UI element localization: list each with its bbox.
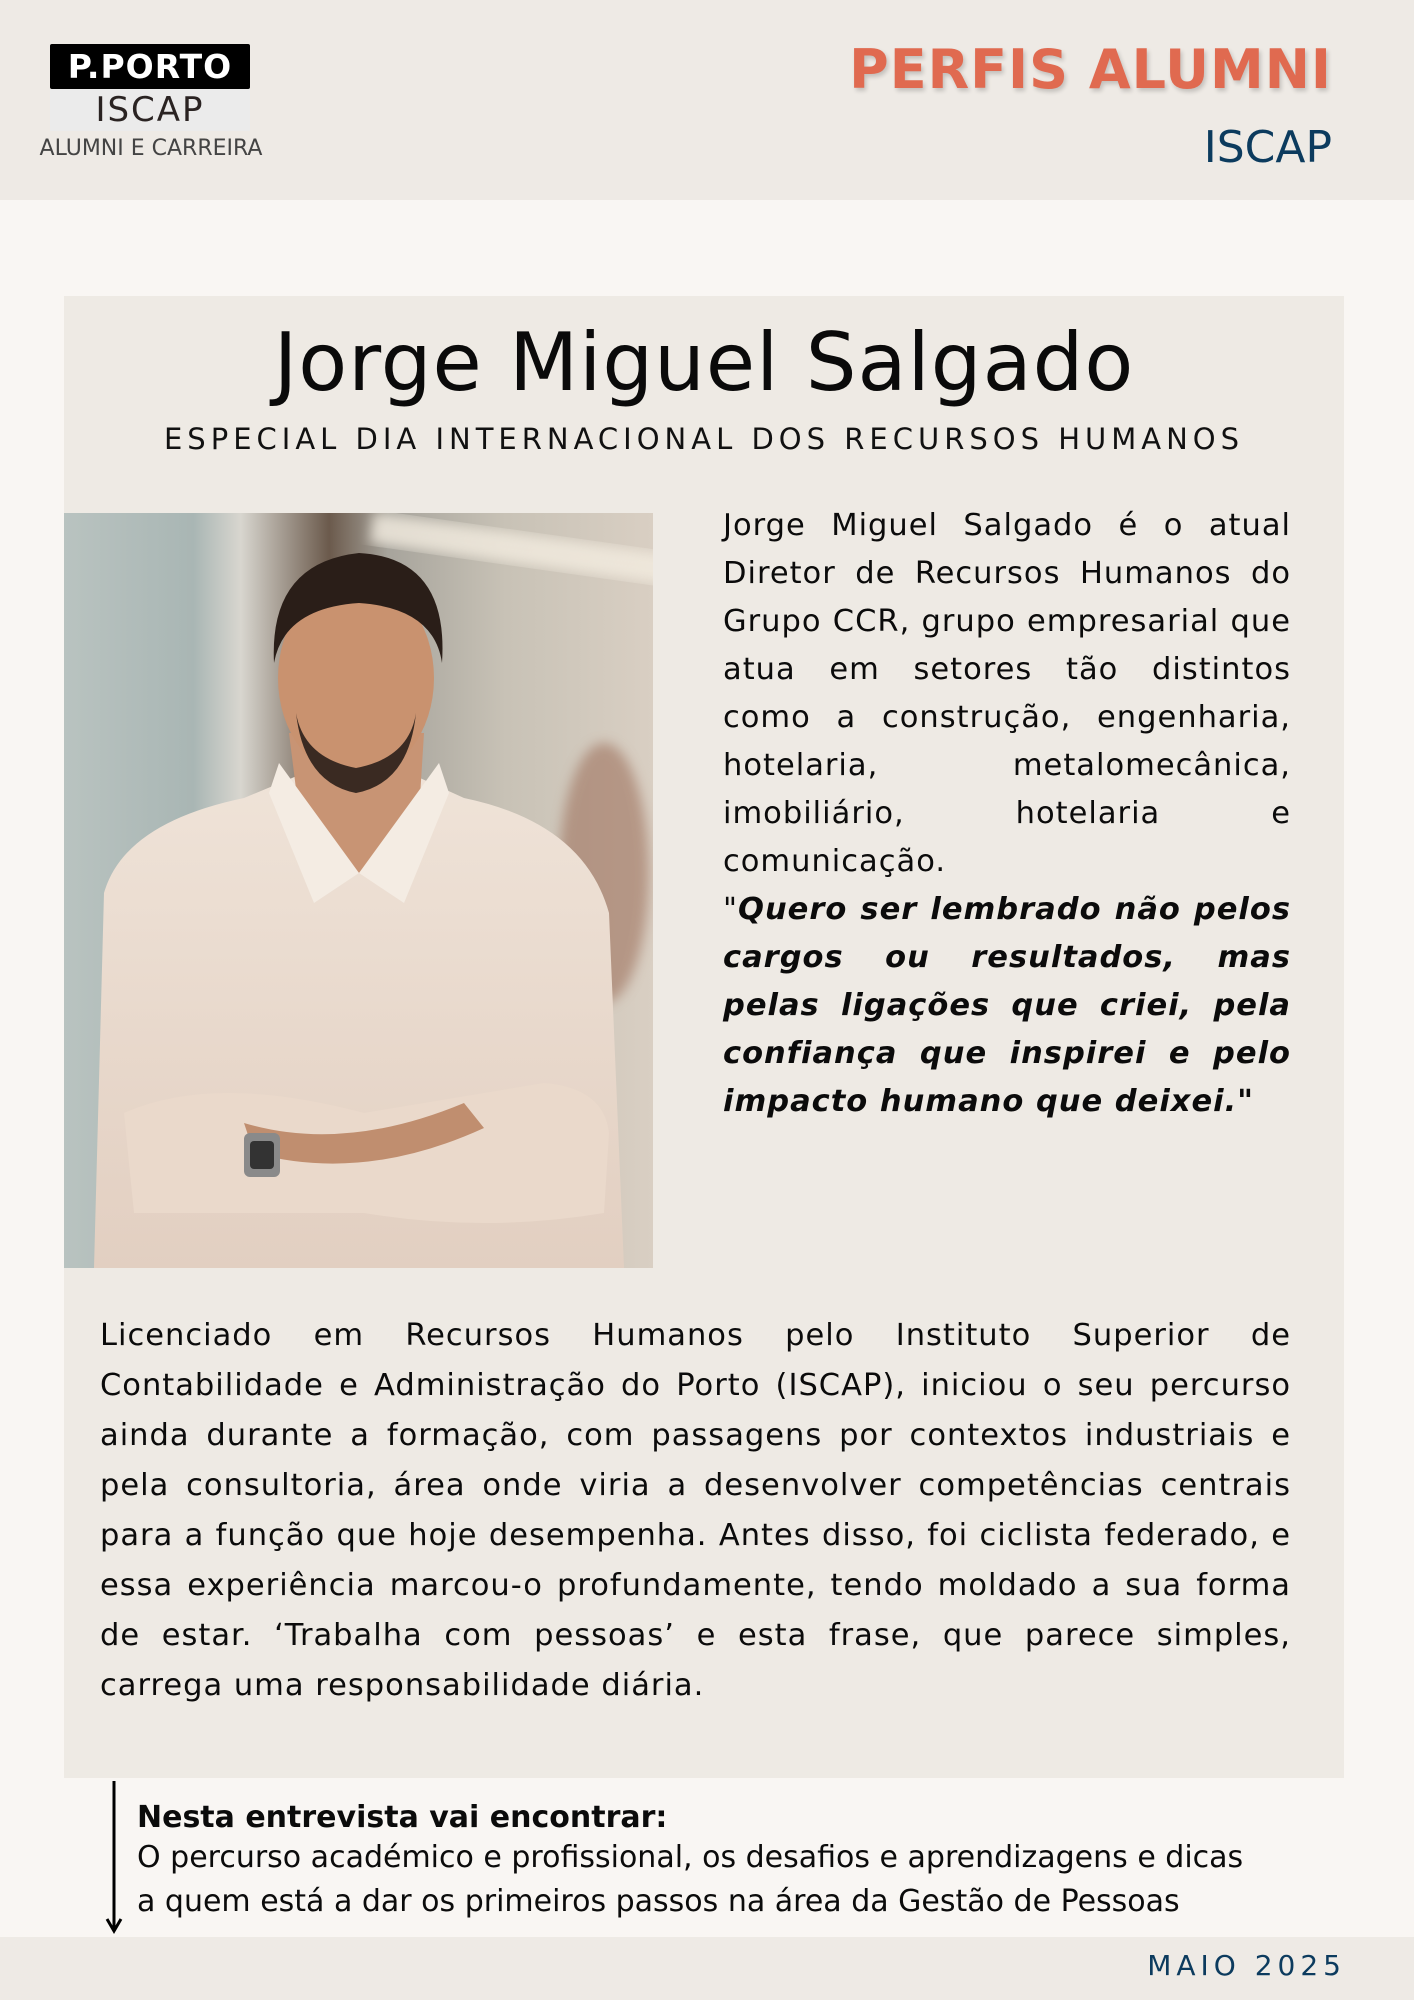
issue-date: MAIO 2025 (1147, 1949, 1346, 1982)
header-subtitle: ISCAP (1203, 122, 1332, 173)
teaser-line-2: a quem está a dar os primeiros passos na área da Gestão de Pessoas (137, 1884, 1180, 1919)
intro-text: Jorge Miguel Salgado é o atual Diretor de Recursos Humanos do Grupo CCR, grupo empresarial que atua em setores tão distintos como a construção, engenharia, hotelaria, metalomecânica, imobiliário, hotelaria e comunicação. (723, 508, 1291, 879)
quote-open-mark: " (723, 892, 739, 927)
header-title: PERFIS ALUMNI (849, 38, 1332, 101)
header (0, 0, 1414, 200)
footer (0, 1937, 1414, 2000)
bio-paragraph: Licenciado em Recursos Humanos pelo Instituto Superior de Contabilidade e Administração do Porto (ISCAP), iniciou o seu percurso ainda durante a formação, com passagens por contextos industriais e pela consultoria, área onde viria a desenvolver competências centrais para a função que hoje desempenha. Antes disso, foi ciclista federado, e essa experiência marcou-o profundamente, tendo moldado a sua forma de estar. ‘Trabalha com pessoas’ e esta frase, que parece simples, carrega uma responsabilidade diária. (100, 1318, 1291, 1703)
portrait-illustration (64, 513, 653, 1268)
logo-iscap: ISCAP (50, 89, 250, 131)
down-arrow-icon (112, 1781, 116, 1931)
profile-card (64, 296, 1344, 1778)
profile-quote: Quero ser lembrado não pelos cargos ou resultados, mas pelas ligações que criei, pela confiança que inspirei e pelo impacto humano que deixei." (723, 892, 1291, 1119)
logo-alumni-carreira: ALUMNI E CARREIRA (39, 136, 263, 161)
profile-name: Jorge Miguel Salgado (273, 316, 1135, 409)
teaser-title: Nesta entrevista vai encontrar: (137, 1800, 668, 1835)
profile-photo (64, 513, 653, 1268)
profile-subtitle: ESPECIAL DIA INTERNACIONAL DOS RECURSOS HUMANOS (163, 422, 1245, 456)
intro-paragraph (723, 502, 1291, 1126)
teaser-line-1: O percurso académico e profissional, os desafios e aprendizagens e dicas (137, 1840, 1244, 1875)
logo-pporto: P.PORTO (50, 44, 250, 89)
interview-teaser (137, 1800, 1367, 1924)
